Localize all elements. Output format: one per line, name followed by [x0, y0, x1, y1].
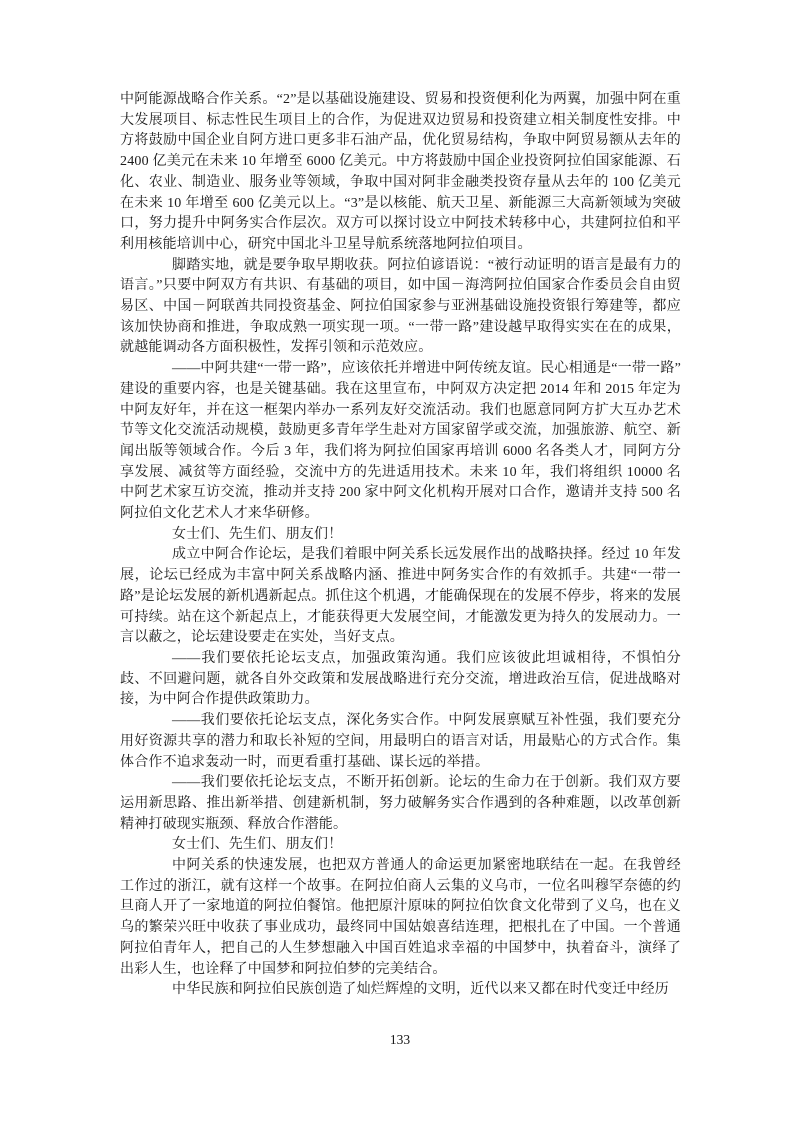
paragraph: ——中阿共建“一带一路”，应该依托并增进中阿传统友谊。民心相通是“一带一路”建设的重要内容，也是关键基础。我在这里宣布，中阿双方决定把 2014 年和 2015 年定为中阿友好年，并在这一框架内举办一系列友好交流活动。我们也愿意同阿方扩大互办艺术节等文化交流活动规模，鼓励更多青年学生赴对方国家留学或交流，加强旅游、航空、新闻出版等领域合作。今后 3 年，我们将为阿拉伯国家再培训 6000 名各类人才，同阿方分享发展、减贫等方面经验，交流中方的先进适用技术。未来 10 年，我们将组织 10000 名中阿艺术家互访交流，推动并支持 200 家中阿文化机构开展对口合作，邀请并支持 500 名阿拉伯文化艺术人才来华研修。 — [120, 361, 681, 522]
paragraph: ——我们要依托论坛支点，不断开拓创新。论坛的生命力在于创新。我们双方要运用新思路、推出新举措、创建新机制，努力破解务实合作遇到的各种难题，以改革创新精神打破现实瓶颈、释放合作潜能。 — [120, 775, 681, 832]
paragraph: 脚踏实地，就是要争取早期收获。阿拉伯谚语说：“被行动证明的语言是最有力的语言。”只要中阿双方有共识、有基础的项目，如中国－海湾阿拉伯国家合作委员会自由贸易区、中国－阿联酋共同投资基金、阿拉伯国家参与亚洲基础设施投资银行筹建等，都应该加快协商和推进，争取成熟一项实现一项。“一带一路”建设越早取得实实在在的成果，就越能调动各方面积极性，发挥引领和示范效应。 — [120, 257, 681, 356]
paragraph: 中华民族和阿拉伯民族创造了灿烂辉煌的文明，近代以来又都在时代变迁中经历 — [172, 982, 669, 998]
page-number: 133 — [389, 1032, 411, 1047]
paragraph: 中阿关系的快速发展，也把双方普通人的命运更加紧密地联结在一起。在我曾经工作过的浙江，就有这样一个故事。在阿拉伯商人云集的义乌市，一位名叫穆罕奈德的约旦商人开了一家地道的阿拉伯餐馆。他把原汁原味的阿拉伯饮食文化带到了义乌，也在义乌的繁荣兴旺中收获了事业成功，最终同中国姑娘喜结连理，把根扎在了中国。一个普通阿拉伯青年人，把自己的人生梦想融入中国百姓追求幸福的中国梦中，执着奋斗，演绎了出彩人生，也诠释了中国梦和阿拉伯梦的完美结合。 — [120, 858, 681, 977]
paragraph: 女士们、先生们、朋友们！ — [172, 837, 343, 853]
document-body — [120, 90, 681, 1001]
paragraph: ——我们要依托论坛支点，深化务实合作。中阿发展禀赋互补性强，我们要充分用好资源共享的潜力和取长补短的空间，用最明白的语言对话，用最贴心的方式合作。集体合作不追求轰动一时，而更看重打基础、谋长远的举措。 — [120, 713, 681, 770]
paragraph: ——我们要依托论坛支点，加强政策沟通。我们应该彼此坦诚相待，不惧怕分歧、不回避问题，就各自外交政策和发展战略进行充分交流，增进政治互信，促进战略对接，为中阿合作提供政策助力。 — [120, 650, 681, 708]
paragraph: 女士们、先生们、朋友们！ — [172, 526, 343, 542]
paragraph: 成立中阿合作论坛，是我们着眼中阿关系长远发展作出的战略抉择。经过 10 年发展，论坛已经成为丰富中阿关系战略内涵、推进中阿务实合作的有效抓手。共建“一带一路”是论坛发展的新机遇新起点。抓住这个机遇，才能确保现在的发展不停步，将来的发展可持续。站在这个新起点上，才能获得更大发展空间，才能激发更为持久的发展动力。一言以蔽之，论坛建设要走在实处，当好支点。 — [120, 547, 681, 646]
paragraph: 中阿能源战略合作关系。“2”是以基础设施建设、贸易和投资便利化为两翼，加强中阿在重大发展项目、标志性民生项目上的合作，为促进双边贸易和投资建立相关制度性安排。中方将鼓励中国企业自阿方进口更多非石油产品，优化贸易结构，争取中阿贸易额从去年的 2400 亿美元在未来 10 年增至 6000 亿美元。中方将鼓励中国企业投资阿拉伯国家能源、石化、农业、制造业、服务业等领域，争取中国对阿非金融类投资存量从去年的 100 亿美元在未来 10 年增至 600 亿美元以上。“3”是以核能、航天卫星、新能源三大高新领域为突破口，努力提升中阿务实合作层次。双方可以探讨设立中阿技术转移中心，共建阿拉伯和平利用核能培训中心，研究中国北斗卫星导航系统落地阿拉伯项目。 — [120, 92, 681, 252]
